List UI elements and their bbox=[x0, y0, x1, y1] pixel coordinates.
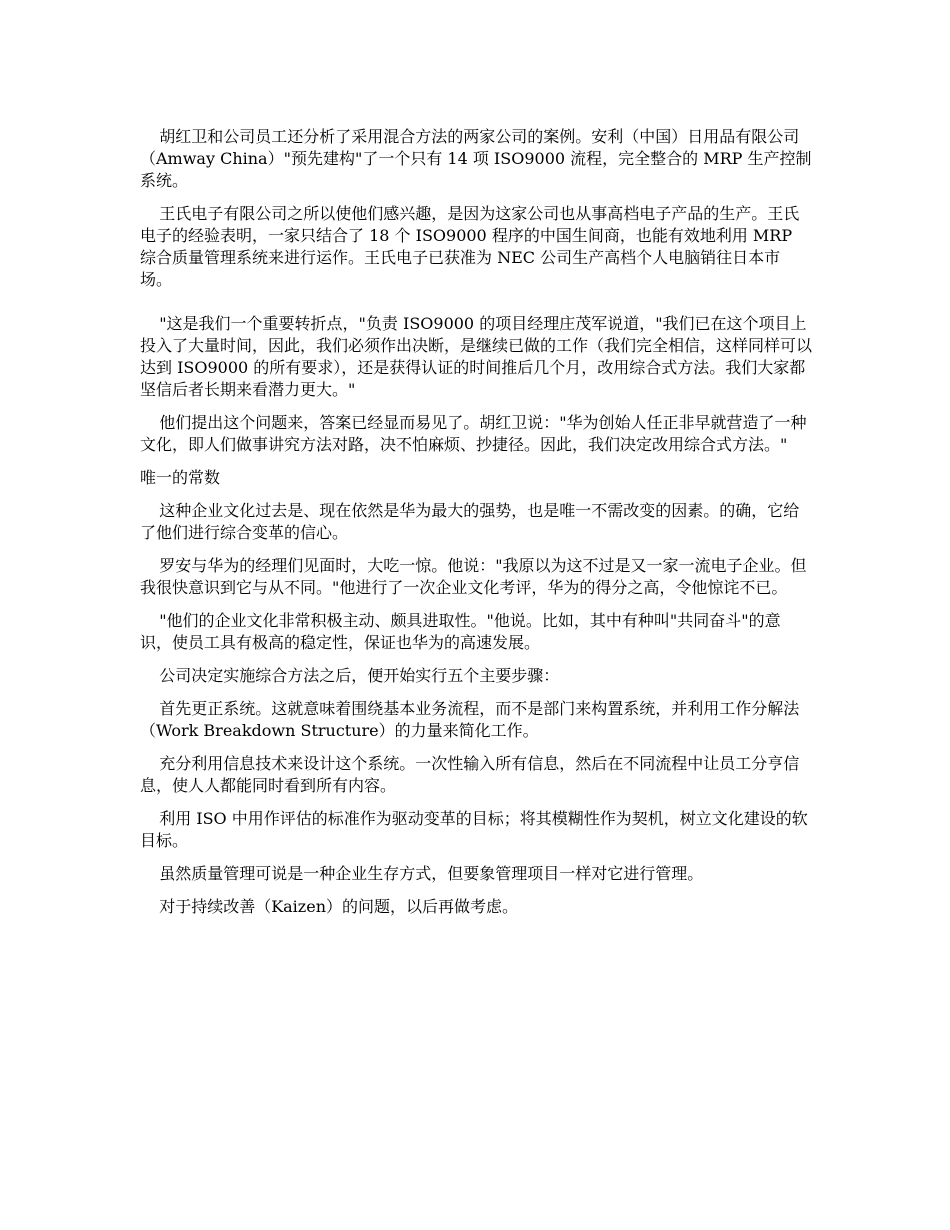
paragraph-step-information-tech: 充分利用信息技术来设计这个系统。一次性输入所有信息，然后在不同流程中让员工分亨信息，使人人都能同时看到所有内容。 bbox=[140, 754, 800, 795]
paragraph-luoan-surprise: 罗安与华为的经理们见面时，大吃一惊。他说："我原以为这不过是又一家一流电子企业。但我很快意识到它与从不同。"他进行了一次企业文化考评，华为的得分之高，令他惊诧不已。 bbox=[140, 556, 807, 597]
paragraph-turning-point-quote: "这是我们一个重要转折点，"负责 ISO9000 的项目经理庄茂军说道，"我们已在这个项目上投入了大量时间，因此，我们必须作出决断，是继续已做的工作（我们完全相信，这样同样可以达到 ISO9000 的所有要求），还是获得认证的时间推后几个月，改用综合式方法。我们大家都坚信后者长期来看潜力更大。" bbox=[140, 314, 813, 399]
paragraph-step-iso-targets: 利用 ISO 中用作评估的标准作为驱动变革的目标；将其模糊性作为契机，树立文化建设的软目标。 bbox=[140, 809, 808, 850]
paragraph-answer-obvious: 他们提出这个问题来，答案已经显而易见了。胡红卫说："华为创始人任正非早就营造了一种文化，即人们做事讲究方法对路，决不怕麻烦、抄捷径。因此，我们决定改用综合式方法。" bbox=[140, 413, 807, 454]
paragraph-proactive-culture: "他们的企业文化非常积极主动、颇具进取性。"他说。比如，其中有种叫"共同奋斗"的意识，使员工具有极高的稳定性，保证也华为的高速发展。 bbox=[140, 611, 781, 652]
section-heading-only-constant: 唯一的常数 bbox=[140, 468, 221, 487]
paragraph-five-steps-intro: 公司决定实施综合方法之后，便开始实行五个主要步骤： bbox=[159, 666, 560, 685]
paragraph-step-correct-system: 首先更正系统。这就意味着围绕基本业务流程，而不是部门来构置系统，并利用工作分解法（Work Breakdown Structure）的力量来简化工作。 bbox=[140, 699, 800, 740]
paragraph-step-kaizen: 对于持续改善（Kaizen）的问题，以后再做考虑。 bbox=[159, 897, 519, 916]
paragraph-amway-case: 胡红卫和公司员工还分析了采用混合方法的两家公司的案例。安利（中国）日用品有限公司（Amway China）"预先建构"了一个只有 14 项 ISO9000 流程，完全整合的 MRP 生产控制系统。 bbox=[140, 127, 812, 190]
paragraph-step-project-management: 虽然质量管理可说是一种企业生存方式，但要象管理项目一样对它进行管理。 bbox=[159, 864, 704, 883]
paragraph-corporate-culture: 这种企业文化过去是、现在依然是华为最大的强势，也是唯一不需改变的因素。的确，它给了他们进行综合变革的信心。 bbox=[140, 501, 800, 542]
document-body bbox=[140, 126, 812, 929]
paragraph-wangs-electronics: 王氏电子有限公司之所以使他们感兴趣，是因为这家公司也从事高档电子产品的生产。王氏电子的经验表明，一家只结合了 18 个 ISO9000 程序的中国生间商，也能有效地利用 MRP 综合质量管理系统来进行运作。王氏电子已获准为 NEC 公司生产高档个人电脑销往日本市场。 bbox=[140, 204, 800, 289]
